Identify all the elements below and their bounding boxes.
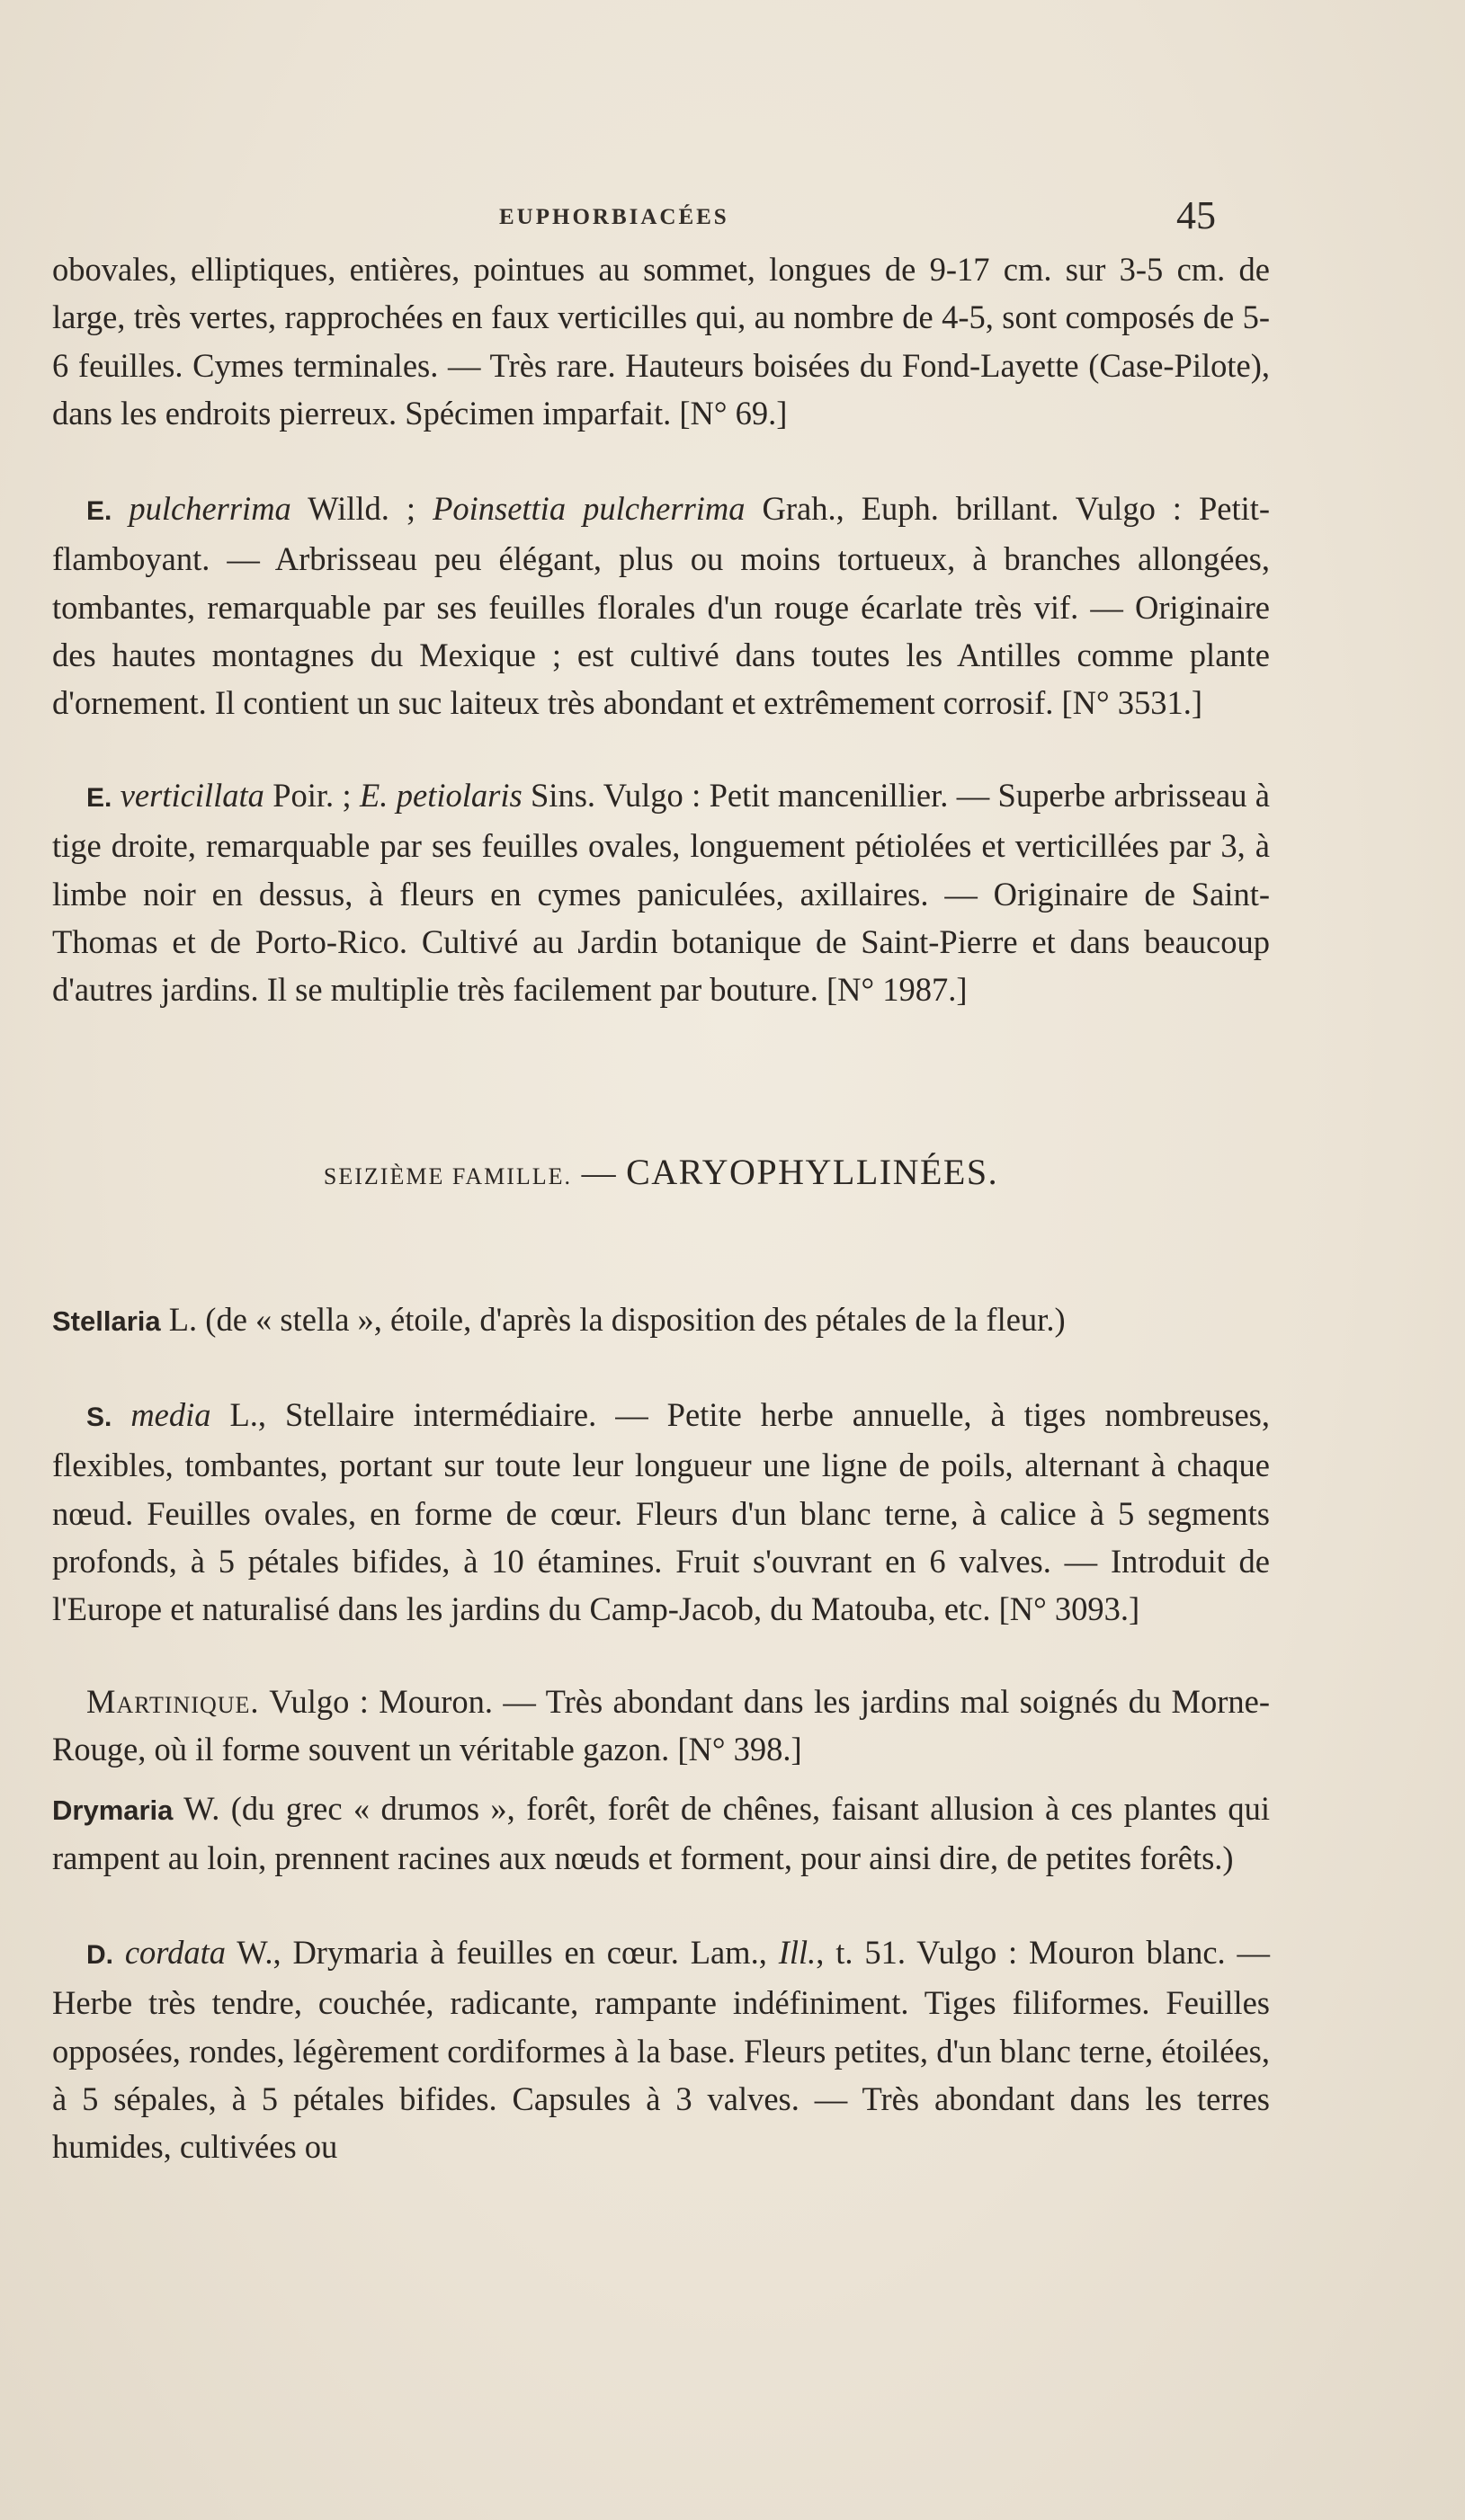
species-entry-verticillata	[52, 771, 1270, 1013]
genus-name: Stellaria	[52, 1305, 161, 1337]
species-name: pulcherrima	[129, 490, 291, 527]
work-title: Ill.	[778, 1934, 817, 1971]
genus-entry-drymaria	[52, 1785, 1270, 1883]
running-head	[0, 192, 1465, 246]
running-title: EUPHORBIACÉES	[499, 205, 729, 229]
genus-abbreviation: E.	[86, 783, 112, 813]
species-name: media	[130, 1396, 211, 1433]
species-entry-media	[52, 1391, 1270, 1633]
species-name: verticillata	[120, 777, 264, 814]
paragraph-continuation	[52, 245, 1270, 437]
species-entry-cordata	[52, 1928, 1270, 2170]
author-text: Willd. ;	[290, 490, 433, 527]
paragraph-text: obovales, elliptiques, entières, pointues au sommet, longues de 9-17 cm. sur 3-5 cm. de large, très vertes, rapprochées en faux verticilles qui, au nombre de 4-5, sont composés de 5-6 feuilles. Cymes terminales. — Très rare. Hauteurs boisées du Fond-Layette (Case-Pilote), dans les endroits pierreux. Spécimen imparfait. [N° 69.]	[52, 251, 1270, 432]
entry-text: Sins. Vulgo : Petit mancenillier. — Superbe arbrisseau à tige droite, remarquable par ses feuilles ovales, longuement pétiolées et verticillées par 3, à limbe noir en dessus, à fleurs en cymes paniculées, axillaires. — Originaire de Saint-Thomas et de Porto-Rico. Cultivé au Jardin botanique de Saint-Pierre et dans beaucoup d'autres jardins. Il se multiplie très facilement par bouture. [N° 1987.]	[52, 777, 1270, 1009]
entry-text: L. (de « stella », étoile, d'après la disposition des pétales de la fleur.)	[160, 1301, 1066, 1338]
author-text: W., Drymaria à feuilles en cœur. Lam.,	[226, 1934, 779, 1971]
entry-text: , t. 51. Vulgo : Mouron blanc. — Herbe très tendre, couchée, radicante, rampante indéfiniment. Tiges filiformes. Feuilles opposées, rondes, légèrement cordiformes à la base. Fleurs petites, d'un blanc terne, étoilées, à 5 sépales, à 5 pétales bifides. Capsules à 3 valves. — Très abondant dans les terres humides, cultivées ou	[52, 1934, 1271, 2166]
page-number: 45	[1176, 193, 1216, 237]
genus-abbreviation: E.	[86, 496, 112, 526]
synonym-name: Poinsettia pulcherrima	[433, 490, 746, 527]
synonym-name: E. petiolaris	[359, 777, 523, 814]
genus-name: Drymaria	[52, 1794, 174, 1826]
species-name: cordata	[124, 1934, 227, 1971]
genus-entry-stellaria	[52, 1296, 1270, 1345]
entry-text: Grah., Euph. brillant. Vulgo : Petit-flamboyant. — Arbrisseau peu élégant, plus ou moins tortueux, à branches allongées, tombantes, remarquable par ses feuilles florales d'un rouge écarlate très vif. — Originaire des hautes montagnes du Mexique ; est cultivé dans toutes les Antilles comme plante d'ornement. Il contient un suc laiteux très abondant et extrêmement corrosif. [N° 3531.]	[52, 490, 1271, 722]
family-heading	[0, 1151, 1322, 1193]
entry-text: L., Stellaire intermédiaire. — Petite herbe annuelle, à tiges nombreuses, flexibles, tombantes, portant sur toute leur longueur une ligne de poils, alternant à chaque nœud. Feuilles ovales, en forme de cœur. Fleurs d'un blanc terne, à calice à 5 segments profonds, à 5 pétales bifides, à 10 étamines. Fruit s'ouvrant en 6 valves. — Introduit de l'Europe et naturalisé dans les jardins du Camp-Jacob, du Matouba, etc. [N° 3093.]	[52, 1396, 1271, 1628]
family-name: CARYOPHYLLINÉES.	[626, 1152, 999, 1192]
genus-abbreviation: S.	[86, 1402, 112, 1432]
genus-abbreviation: D.	[86, 1940, 113, 1970]
entry-text: Vulgo : Mouron. — Très abondant dans les jardins mal soignés du Morne-Rouge, où il forme souvent un véritable gazon. [N° 398.]	[52, 1683, 1270, 1768]
region-name: Martinique.	[86, 1683, 260, 1720]
author-text: Poir. ;	[264, 777, 360, 814]
species-entry-pulcherrima	[52, 485, 1270, 726]
family-ordinal: SEIZIÈME FAMILLE.	[323, 1163, 573, 1189]
entry-text: W. (du grec « drumos », forêt, forêt de chênes, faisant allusion à ces plantes qui rampent au loin, prennent racines aux nœuds et forment, pour ainsi dire, de petites forêts.)	[52, 1790, 1270, 1877]
family-dash: —	[572, 1154, 627, 1192]
region-note-martinique	[52, 1678, 1270, 1774]
